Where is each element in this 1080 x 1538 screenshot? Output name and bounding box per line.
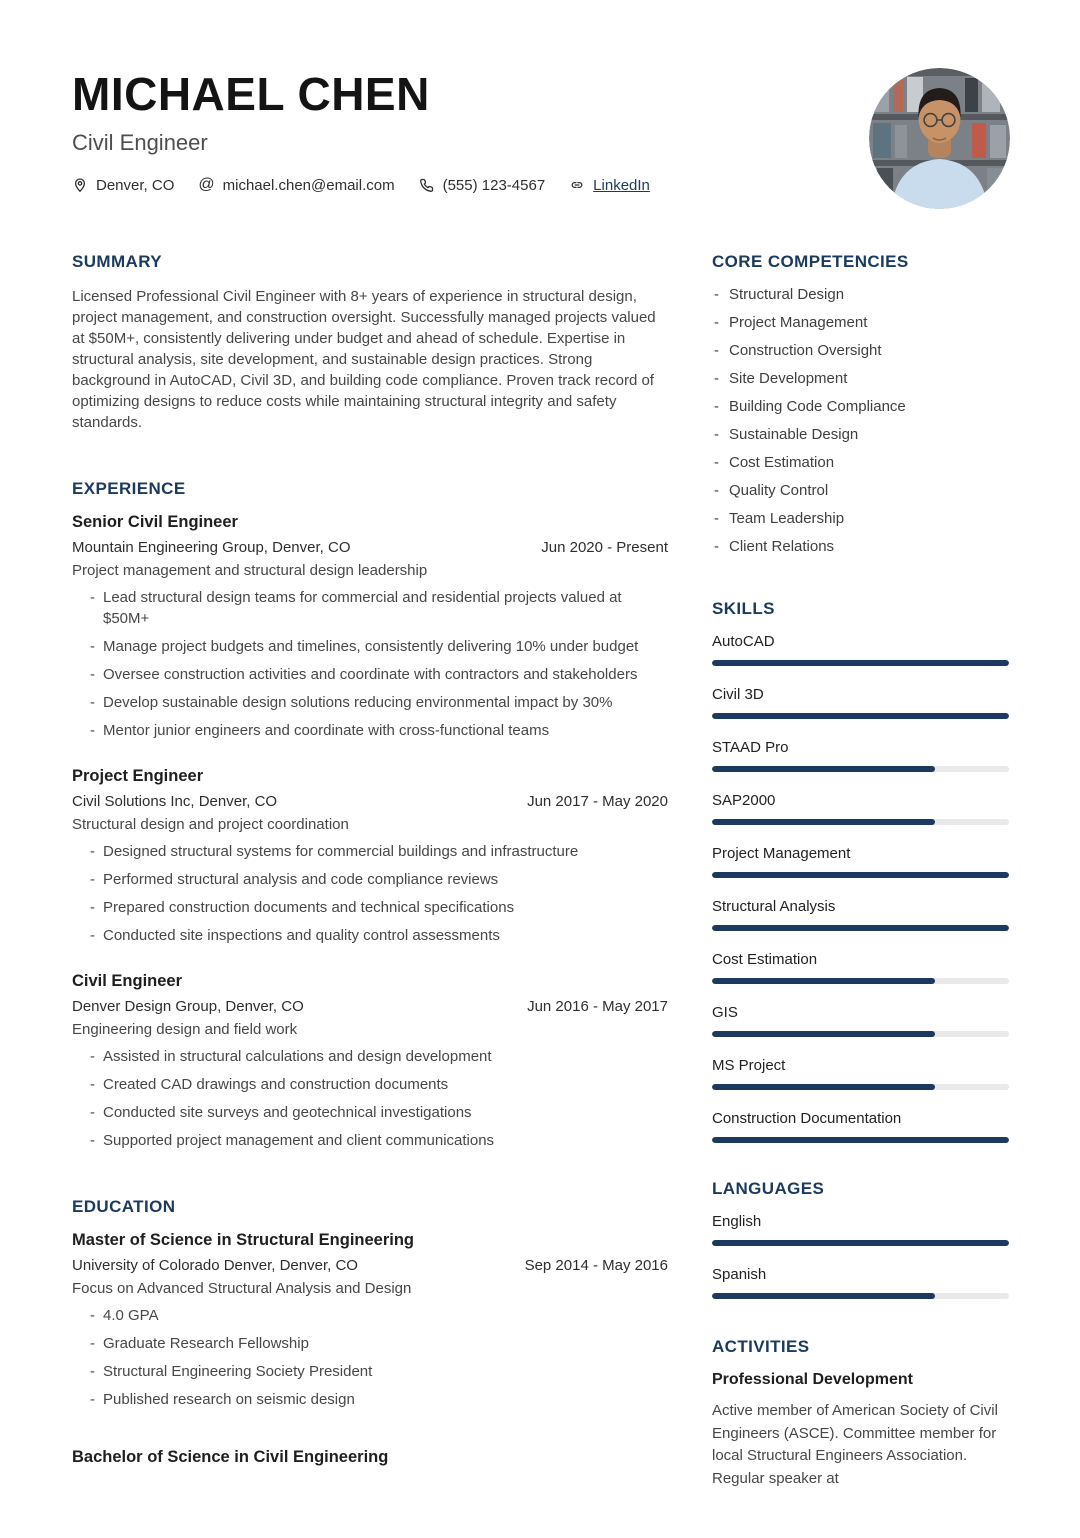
skill-name: Structural Analysis xyxy=(712,898,836,916)
job-bullet: - Created CAD drawings and construction documents xyxy=(90,1074,668,1095)
skill-bar xyxy=(712,660,1009,666)
skill-bar xyxy=(712,1031,1009,1037)
phone-text: (555) 123-4567 xyxy=(442,176,546,194)
degree-title: Master of Science in Structural Engineering xyxy=(72,1231,414,1250)
job-bullet: - Conducted site surveys and geotechnical investigations xyxy=(90,1102,668,1123)
skill-name: Civil 3D xyxy=(712,686,764,704)
job-company: Denver Design Group, Denver, CO xyxy=(72,998,304,1016)
skill-name: SAP2000 xyxy=(712,792,776,810)
degree-bullet-list xyxy=(72,1305,668,1410)
degree-title: Bachelor of Science in Civil Engineering xyxy=(72,1448,389,1467)
contact-row xyxy=(72,176,1008,194)
language-item xyxy=(712,1213,1009,1246)
competency-item: - Site Development xyxy=(714,370,1009,388)
contact-linkedin xyxy=(569,177,650,194)
skill-bar xyxy=(712,766,1009,772)
competency-item: - Client Relations xyxy=(714,538,1009,556)
core-competencies-heading: CORE COMPETENCIES xyxy=(712,252,909,272)
job-company: Civil Solutions Inc, Denver, CO xyxy=(72,793,278,811)
core-competencies-section xyxy=(712,252,1009,556)
email-text: michael.chen@email.com xyxy=(222,176,395,194)
left-column xyxy=(72,252,668,1536)
content-columns xyxy=(72,252,1008,1536)
degree-bullet: - Graduate Research Fellowship xyxy=(90,1333,668,1354)
skill-name: Cost Estimation xyxy=(712,951,818,969)
language-name: English xyxy=(712,1213,762,1231)
experience-entry xyxy=(72,513,668,741)
person-title: Civil Engineer xyxy=(72,130,208,156)
skills-heading: SKILLS xyxy=(712,599,775,619)
skill-bar xyxy=(712,713,1009,719)
degree-bullet: - Structural Engineering Society President xyxy=(90,1361,668,1382)
contact-location xyxy=(72,177,174,194)
skill-name: AutoCAD xyxy=(712,633,775,651)
job-title: Civil Engineer xyxy=(72,972,183,991)
job-dates: Jun 2017 - May 2020 xyxy=(527,793,668,811)
job-bullet-list xyxy=(72,587,668,741)
degree-bullet: - 4.0 GPA xyxy=(90,1305,668,1326)
skills-section xyxy=(712,599,1009,1143)
skill-item xyxy=(712,951,1009,984)
skill-bar xyxy=(712,1084,1009,1090)
skill-name: MS Project xyxy=(712,1057,786,1075)
education-section xyxy=(72,1197,668,1467)
job-description: Engineering design and field work xyxy=(72,1021,298,1039)
right-column xyxy=(712,252,1009,1536)
job-bullet: - Performed structural analysis and code compliance reviews xyxy=(90,869,668,890)
job-title: Project Engineer xyxy=(72,767,204,786)
competency-item: - Sustainable Design xyxy=(714,426,1009,444)
job-company: Mountain Engineering Group, Denver, CO xyxy=(72,539,351,557)
activities-section xyxy=(712,1337,1009,1490)
job-bullet: - Oversee construction activities and coordinate with contractors and stakeholders xyxy=(90,664,668,685)
degree-description: Focus on Advanced Structural Analysis and Design xyxy=(72,1280,412,1298)
languages-section xyxy=(712,1179,1009,1299)
competency-item: - Construction Oversight xyxy=(714,342,1009,360)
skill-bar xyxy=(712,872,1009,878)
skill-item xyxy=(712,739,1009,772)
job-bullet: - Lead structural design teams for commercial and residential projects valued at $50M+ xyxy=(90,587,668,629)
language-bar xyxy=(712,1293,1009,1299)
activity-text: Active member of American Society of Civil Engineers (ASCE). Committee member for local Structural Engineers Association. Regular speaker at xyxy=(712,1402,998,1487)
summary-section xyxy=(72,252,668,433)
competency-list xyxy=(712,286,1009,556)
competency-item: - Team Leadership xyxy=(714,510,1009,528)
skill-item xyxy=(712,792,1009,825)
experience-section xyxy=(72,479,668,1151)
skill-item xyxy=(712,1110,1009,1143)
skill-item xyxy=(712,1057,1009,1090)
job-bullet: - Assisted in structural calculations and design development xyxy=(90,1046,668,1067)
degree-school: University of Colorado Denver, Denver, CO xyxy=(72,1257,358,1275)
skill-bar xyxy=(712,819,1009,825)
at-icon: @ xyxy=(198,176,215,194)
location-pin-icon xyxy=(72,177,88,193)
skill-name: Project Management xyxy=(712,845,851,863)
language-bar xyxy=(712,1240,1009,1246)
skill-bar xyxy=(712,978,1009,984)
skill-name: STAAD Pro xyxy=(712,739,789,757)
skill-name: GIS xyxy=(712,1004,738,1022)
language-item xyxy=(712,1266,1009,1299)
linkedin-link[interactable]: LinkedIn xyxy=(593,176,650,194)
skill-item xyxy=(712,633,1009,666)
link-icon xyxy=(569,177,585,193)
skill-item xyxy=(712,845,1009,878)
competency-item: - Building Code Compliance xyxy=(714,398,1009,416)
phone-icon xyxy=(419,177,435,193)
summary-text: Licensed Professional Civil Engineer with 8+ years of experience in structural design, project management, and construction oversight. Successfully managed projects valued at $50M+, consistently delivering under budget and ahead of schedule. Expertise in structural analysis, site development, and sustainable design practices. Strong background in AutoCAD, Civil 3D, and building code compliance. Proven track record of optimizing designs to reduce costs while maintaining structural integrity and safety standards. xyxy=(72,288,656,432)
job-bullet: - Prepared construction documents and technical specifications xyxy=(90,897,668,918)
language-name: Spanish xyxy=(712,1266,767,1284)
degree-dates: Sep 2014 - May 2016 xyxy=(524,1257,668,1275)
job-dates: Jun 2016 - May 2017 xyxy=(527,998,668,1016)
activities-heading: ACTIVITIES xyxy=(712,1337,810,1357)
degree-bullet: - Published research on seismic design xyxy=(90,1389,668,1410)
experience-entry xyxy=(72,767,668,946)
skill-name: Construction Documentation xyxy=(712,1110,902,1128)
job-dates: Jun 2020 - Present xyxy=(541,539,668,557)
person-name: MICHAEL CHEN xyxy=(72,68,430,120)
contact-phone xyxy=(419,177,546,194)
job-bullet-list xyxy=(72,841,668,946)
experience-heading: EXPERIENCE xyxy=(72,479,186,499)
skill-item xyxy=(712,686,1009,719)
competency-item: - Quality Control xyxy=(714,482,1009,500)
languages-heading: LANGUAGES xyxy=(712,1179,825,1199)
job-bullet: - Designed structural systems for commercial buildings and infrastructure xyxy=(90,841,668,862)
activity-title: Professional Development xyxy=(712,1371,913,1389)
competency-item: - Project Management xyxy=(714,314,1009,332)
profile-photo xyxy=(869,68,1010,209)
job-bullet: - Develop sustainable design solutions reducing environmental impact by 30% xyxy=(90,692,668,713)
job-bullet-list xyxy=(72,1046,668,1151)
education-entry xyxy=(72,1448,668,1467)
resume-header xyxy=(72,70,1008,194)
skill-item xyxy=(712,898,1009,931)
job-bullet: - Manage project budgets and timelines, consistently delivering 10% under budget xyxy=(90,636,668,657)
competency-item: - Cost Estimation xyxy=(714,454,1009,472)
contact-email xyxy=(198,176,394,194)
job-bullet: - Conducted site inspections and quality control assessments xyxy=(90,925,668,946)
job-title: Senior Civil Engineer xyxy=(72,513,238,532)
education-heading: EDUCATION xyxy=(72,1197,176,1217)
job-description: Structural design and project coordination xyxy=(72,816,349,834)
job-bullet: - Supported project management and client communications xyxy=(90,1130,668,1151)
job-bullet: - Mentor junior engineers and coordinate with cross-functional teams xyxy=(90,720,668,741)
skill-bar xyxy=(712,1137,1009,1143)
summary-heading: SUMMARY xyxy=(72,252,162,272)
skill-bar xyxy=(712,925,1009,931)
competency-item: - Structural Design xyxy=(714,286,1009,304)
location-text: Denver, CO xyxy=(96,176,175,194)
job-description: Project management and structural design leadership xyxy=(72,562,428,580)
skill-item xyxy=(712,1004,1009,1037)
experience-entry xyxy=(72,972,668,1151)
education-entry xyxy=(72,1231,668,1410)
